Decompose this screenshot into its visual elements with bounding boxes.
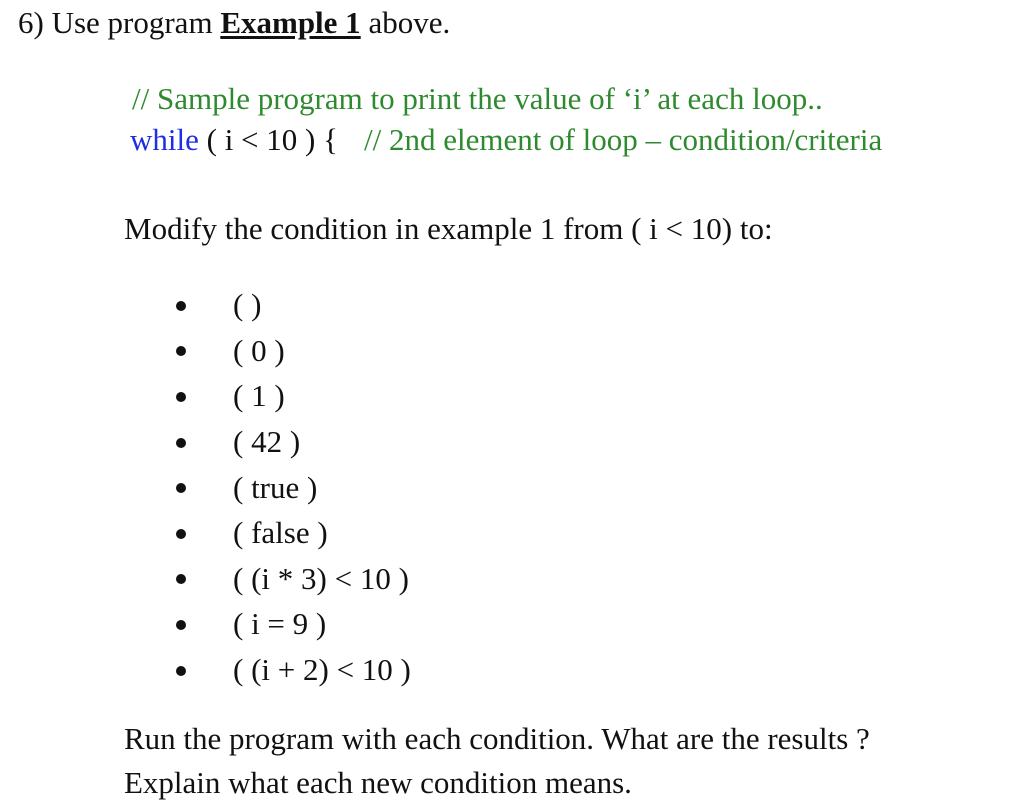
code-comment-line: // Sample program to print the value of ‘i’ at each loop.. — [132, 81, 823, 116]
bullet-icon — [176, 438, 186, 448]
condition-text: ( true ) — [233, 469, 318, 505]
condition-text: ( 42 ) — [233, 423, 301, 459]
question-suffix: above. — [360, 5, 451, 40]
condition-text: ( false ) — [233, 515, 328, 551]
list-item — [176, 647, 411, 693]
list-item — [176, 510, 411, 556]
run-instruction: Run the program with each condition. What are the results ? — [124, 721, 870, 756]
while-comment: // 2nd element of loop – condition/criteria — [364, 122, 883, 157]
while-keyword: while — [130, 122, 199, 157]
list-item — [176, 373, 411, 419]
list-item — [176, 601, 411, 647]
list-item — [176, 556, 411, 602]
example-reference: Example 1 — [220, 5, 361, 40]
while-condition: ( i < 10 ) { — [198, 122, 338, 157]
condition-text: ( (i * 3) < 10 ) — [233, 560, 409, 596]
list-item — [176, 464, 411, 510]
bullet-icon — [176, 574, 186, 584]
list-item — [176, 419, 411, 465]
bullet-icon — [176, 483, 186, 493]
conditions-list — [176, 282, 411, 692]
bullet-icon — [176, 529, 186, 539]
condition-text: ( (i + 2) < 10 ) — [233, 651, 411, 687]
list-item — [176, 282, 411, 328]
condition-text: ( 1 ) — [233, 378, 285, 414]
explain-instruction: Explain what each new condition means. — [124, 765, 632, 800]
bullet-icon — [176, 620, 186, 630]
condition-text: ( 0 ) — [233, 332, 285, 368]
bullet-icon — [176, 301, 186, 311]
bullet-icon — [176, 346, 186, 356]
code-while-line — [130, 121, 882, 158]
bullet-icon — [176, 666, 186, 676]
condition-text: ( ) — [233, 287, 262, 323]
question-prefix: 6) Use program — [18, 5, 221, 40]
list-item — [176, 328, 411, 374]
bullet-icon — [176, 392, 186, 402]
question-heading — [18, 4, 450, 41]
instruction-text: Modify the condition in example 1 from ( i < 10) to: — [124, 211, 773, 246]
condition-text: ( i = 9 ) — [233, 606, 327, 642]
